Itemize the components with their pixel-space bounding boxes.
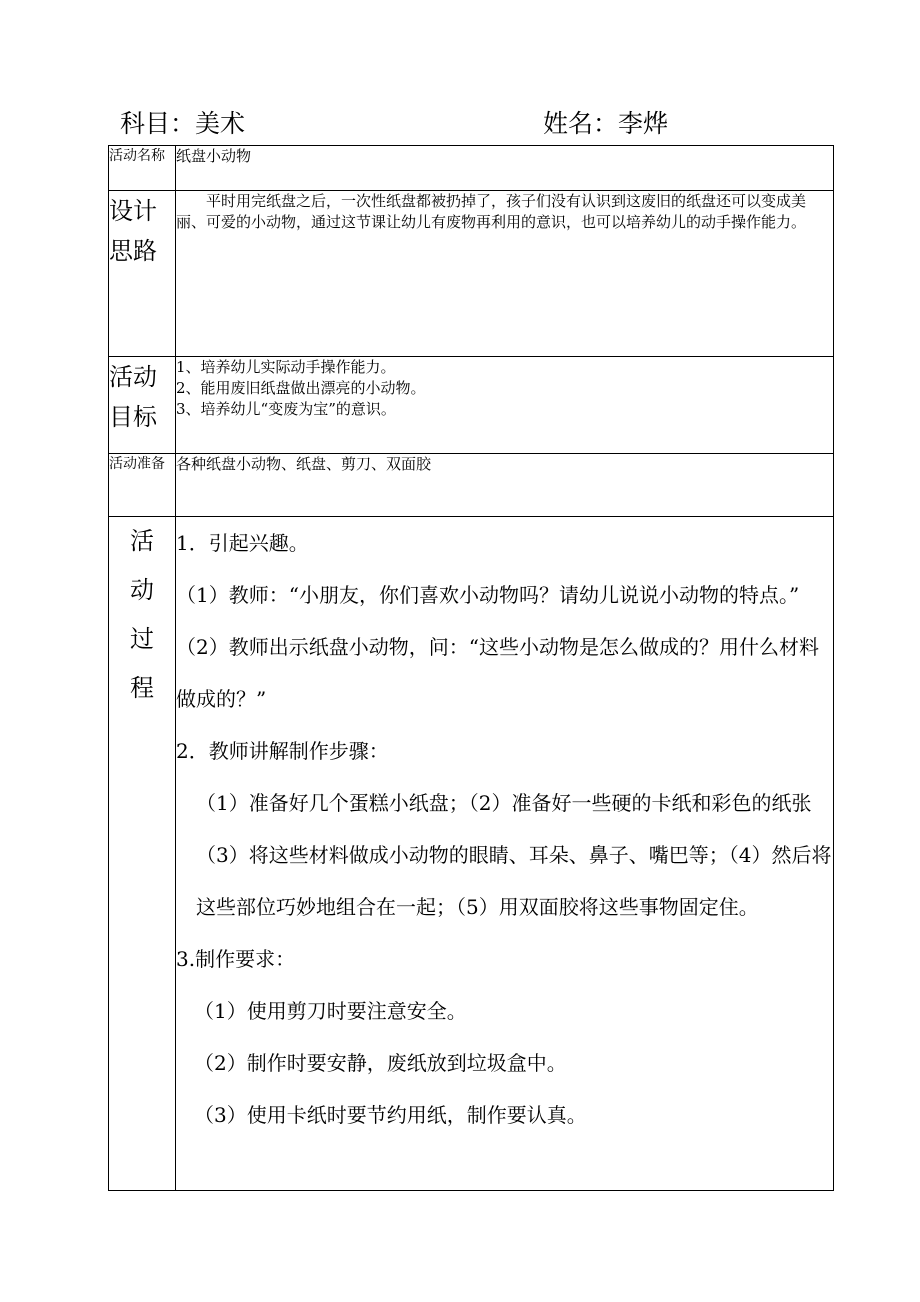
step-3-item-2: （2）制作时要安静，废纸放到垃圾盒中。 (194, 1051, 567, 1075)
goal-item: 3、培养幼儿“变废为宝”的意识。 (176, 400, 396, 418)
process-label (109, 517, 176, 1191)
goals-cell (176, 357, 834, 454)
process-row (109, 517, 834, 1191)
design-idea-cell (176, 191, 834, 357)
process-label-char: 动 (130, 576, 154, 604)
process-cell (176, 517, 834, 1191)
goals-label: 活动目标 (109, 357, 176, 454)
step-3-item-3: （3）使用卡纸时要节约用纸，制作要认真。 (194, 1103, 587, 1127)
process-label-char: 程 (130, 674, 154, 702)
lesson-plan-table (108, 145, 834, 1191)
step-3-item-1: （1）使用剪刀时要注意安全。 (194, 999, 467, 1023)
step-2-body: （1）准备好几个蛋糕小纸盘；（2）准备好一些硬的卡纸和彩色的纸张（3）将这些材料做成小动物的眼睛、耳朵、鼻子、嘴巴等；（4）然后将这些部位巧妙地组合在一起；（5）用双面胶将这些事物固定住。 (196, 791, 832, 919)
step-1-title: 1．引起兴趣。 (176, 531, 309, 555)
goals-row (109, 357, 834, 454)
preparation-value: 各种纸盘小动物、纸盘、剪刀、双面胶 (176, 454, 834, 517)
goal-item: 1、培养幼儿实际动手操作能力。 (176, 358, 396, 376)
teacher-name-heading: 姓名：李烨 (543, 109, 669, 138)
design-idea-row (109, 191, 834, 357)
subject-heading: 科目：美术 (120, 109, 246, 138)
activity-name-value: 纸盘小动物 (176, 146, 834, 191)
step-1-item-2: （2）教师出示纸盘小动物，问：“这些小动物是怎么做成的？用什么材料做成的？” (176, 635, 819, 711)
goal-item: 2、能用废旧纸盘做出漂亮的小动物。 (176, 379, 426, 397)
process-label-char: 活 (130, 527, 154, 555)
design-idea-text: 平时用完纸盘之后，一次性纸盘都被扔掉了，孩子们没有认识到这废旧的纸盘还可以变成美丽、可爱的小动物，通过这节课让幼儿有废物再利用的意识，也可以培养幼儿的动手操作能力。 (176, 192, 807, 231)
step-1-item-1: （1）教师：“小朋友，你们喜欢小动物吗？请幼儿说说小动物的特点。” (176, 583, 800, 607)
design-idea-label: 设计思路 (109, 191, 176, 357)
step-3-title: 3.制作要求： (176, 947, 296, 971)
activity-name-label: 活动名称 (109, 146, 176, 191)
preparation-row (109, 454, 834, 517)
process-label-char: 过 (130, 625, 154, 653)
step-2-title: 2．教师讲解制作步骤： (176, 739, 389, 763)
activity-name-row (109, 146, 834, 191)
preparation-label: 活动准备 (109, 454, 176, 517)
